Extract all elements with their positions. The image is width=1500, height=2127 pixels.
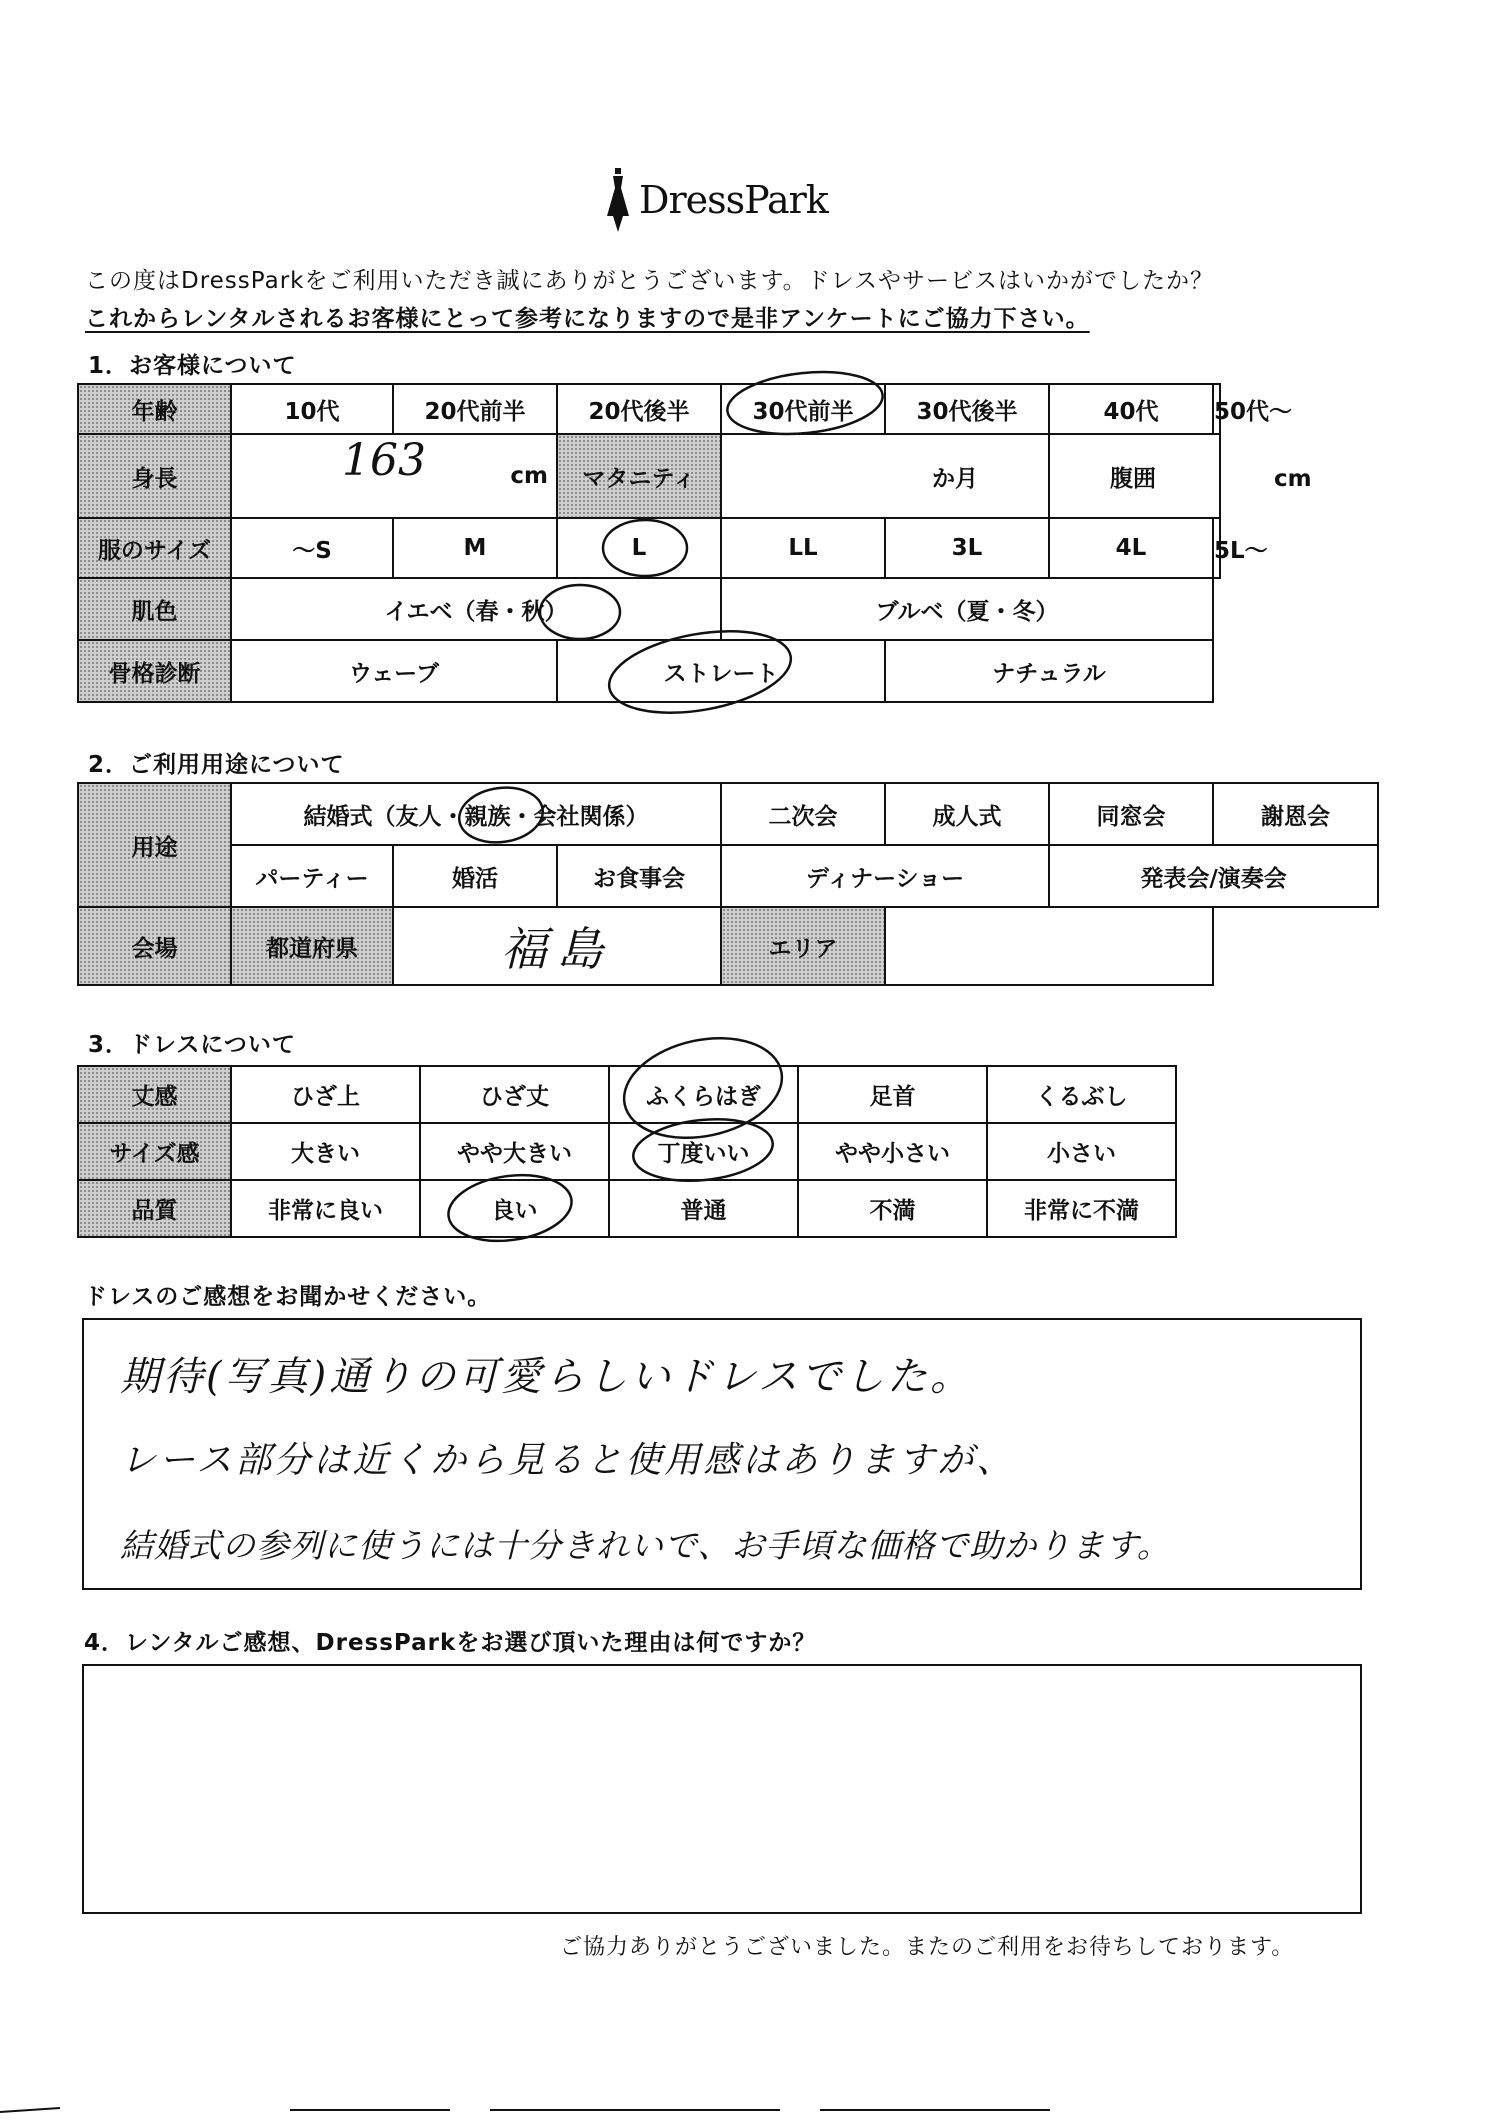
logo bbox=[605, 160, 828, 240]
size-option[interactable]: 4L bbox=[1049, 518, 1213, 578]
quality-option[interactable]: 非常に不満 bbox=[987, 1180, 1176, 1237]
size-option[interactable]: L bbox=[557, 518, 721, 578]
comment-title: ドレスのご感想をお聞かせください。 bbox=[84, 1284, 492, 1310]
length-option[interactable]: ひざ丈 bbox=[420, 1066, 609, 1123]
purpose-option[interactable]: 謝恩会 bbox=[1213, 783, 1378, 845]
waist-label: 腹囲 bbox=[1110, 465, 1156, 492]
purpose-option[interactable]: 婚活 bbox=[393, 845, 557, 907]
area-label: エリア bbox=[721, 907, 885, 985]
age-option[interactable]: 20代後半 bbox=[557, 384, 721, 434]
waist-unit: cm bbox=[1274, 465, 1312, 492]
length-label: 丈感 bbox=[78, 1066, 231, 1123]
size-option[interactable]: M bbox=[393, 518, 557, 578]
skeleton-option[interactable]: ナチュラル bbox=[885, 640, 1213, 702]
customer-table bbox=[77, 383, 1312, 703]
purpose-option[interactable]: パーティー bbox=[231, 845, 393, 907]
purpose-option[interactable]: ディナーショー bbox=[721, 845, 1049, 907]
height-unit: cm bbox=[510, 463, 548, 489]
quality-option[interactable]: 良い bbox=[420, 1180, 609, 1237]
quality-label: 品質 bbox=[78, 1180, 231, 1237]
quality-option[interactable]: 非常に良い bbox=[231, 1180, 420, 1237]
fit-label: サイズ感 bbox=[78, 1123, 231, 1180]
dress-mannequin-icon bbox=[605, 168, 631, 232]
purpose-table bbox=[77, 782, 1379, 986]
purpose-option[interactable]: 二次会 bbox=[721, 783, 885, 845]
comment-line: 結婚式の参列に使うには十分きれいで、お手頃な価格で助かります。 bbox=[120, 1526, 1171, 1565]
age-option[interactable]: 30代前半 bbox=[721, 384, 885, 434]
fit-option[interactable]: 小さい bbox=[987, 1123, 1176, 1180]
maternity-label: マタニティ bbox=[557, 434, 721, 518]
waist-field[interactable] bbox=[1049, 434, 1312, 518]
venue-label: 会場 bbox=[78, 907, 231, 985]
quality-option[interactable]: 普通 bbox=[609, 1180, 798, 1237]
age-option[interactable]: 40代 bbox=[1049, 384, 1213, 434]
footer-rule bbox=[0, 2108, 60, 2112]
intro-line-1: この度はDressParkをご利用いただき誠にありがとうございます。ドレスやサービスはいかがでしたか？ bbox=[85, 268, 1214, 294]
quality-option[interactable]: 不満 bbox=[798, 1180, 987, 1237]
months-unit: か月 bbox=[932, 465, 978, 492]
skeleton-label: 骨格診断 bbox=[78, 640, 231, 702]
age-option[interactable]: 10代 bbox=[231, 384, 393, 434]
skeleton-option[interactable]: ウェーブ bbox=[231, 640, 557, 702]
maternity-months-field[interactable] bbox=[721, 434, 1049, 518]
intro-line-2: これからレンタルされるお客様にとって参考になりますので是非アンケートにご協力下さい。 bbox=[85, 306, 1090, 332]
purpose-label: 用途 bbox=[78, 783, 231, 907]
size-option[interactable]: ～S bbox=[231, 518, 393, 578]
purpose-option[interactable]: 同窓会 bbox=[1049, 783, 1213, 845]
section-4-title: 4．レンタルご感想、DressParkをお選び頂いた理由は何ですか？ bbox=[84, 1630, 817, 1656]
length-option[interactable]: くるぶし bbox=[987, 1066, 1176, 1123]
age-option[interactable]: 50代～ bbox=[1213, 384, 1220, 434]
dress-table bbox=[77, 1065, 1177, 1238]
purpose-wedding[interactable]: 結婚式（友人・親族・会社関係） bbox=[231, 783, 721, 845]
purpose-option[interactable]: 成人式 bbox=[885, 783, 1049, 845]
fit-option[interactable]: やや大きい bbox=[420, 1123, 609, 1180]
reason-box[interactable] bbox=[82, 1664, 1362, 1914]
size-label: 服のサイズ bbox=[78, 518, 231, 578]
age-label: 年齢 bbox=[78, 384, 231, 434]
size-option[interactable]: 5L～ bbox=[1213, 518, 1220, 578]
height-field[interactable] bbox=[231, 434, 557, 518]
fit-option[interactable]: やや小さい bbox=[798, 1123, 987, 1180]
section-1-title: 1．お客様について bbox=[88, 353, 297, 379]
size-option[interactable]: LL bbox=[721, 518, 885, 578]
skin-label: 肌色 bbox=[78, 578, 231, 640]
comment-line: 期待(写真)通りの可愛らしいドレスでした。 bbox=[120, 1354, 974, 1400]
fit-option[interactable]: 丁度いい bbox=[609, 1123, 798, 1180]
prefecture-label: 都道府県 bbox=[231, 907, 393, 985]
prefecture-value: 福島 bbox=[501, 922, 614, 976]
height-value: 163 bbox=[342, 435, 426, 486]
purpose-option[interactable]: お食事会 bbox=[557, 845, 721, 907]
thanks-message: ご協力ありがとうございました。またのご利用をお待ちしております。 bbox=[560, 1935, 1295, 1960]
section-3-title: 3．ドレスについて bbox=[88, 1032, 296, 1058]
length-option[interactable]: 足首 bbox=[798, 1066, 987, 1123]
age-option[interactable]: 20代前半 bbox=[393, 384, 557, 434]
height-label: 身長 bbox=[78, 434, 231, 518]
area-field[interactable] bbox=[885, 907, 1213, 985]
skeleton-option[interactable]: ストレート bbox=[557, 640, 885, 702]
section-2-title: 2．ご利用用途について bbox=[88, 752, 345, 778]
size-option[interactable]: 3L bbox=[885, 518, 1049, 578]
fit-option[interactable]: 大きい bbox=[231, 1123, 420, 1180]
age-option[interactable]: 30代後半 bbox=[885, 384, 1049, 434]
comment-line: レース部分は近くから見ると使用感はありますが、 bbox=[120, 1440, 1016, 1481]
purpose-option[interactable]: 発表会/演奏会 bbox=[1049, 845, 1378, 907]
skin-yellow[interactable]: イエベ（春・秋） bbox=[231, 578, 721, 640]
logo-text: DressPark bbox=[639, 178, 828, 222]
prefecture-field[interactable] bbox=[393, 907, 721, 985]
length-option[interactable]: ひざ上 bbox=[231, 1066, 420, 1123]
length-option[interactable]: ふくらはぎ bbox=[609, 1066, 798, 1123]
skin-blue[interactable]: ブルベ（夏・冬） bbox=[721, 578, 1213, 640]
